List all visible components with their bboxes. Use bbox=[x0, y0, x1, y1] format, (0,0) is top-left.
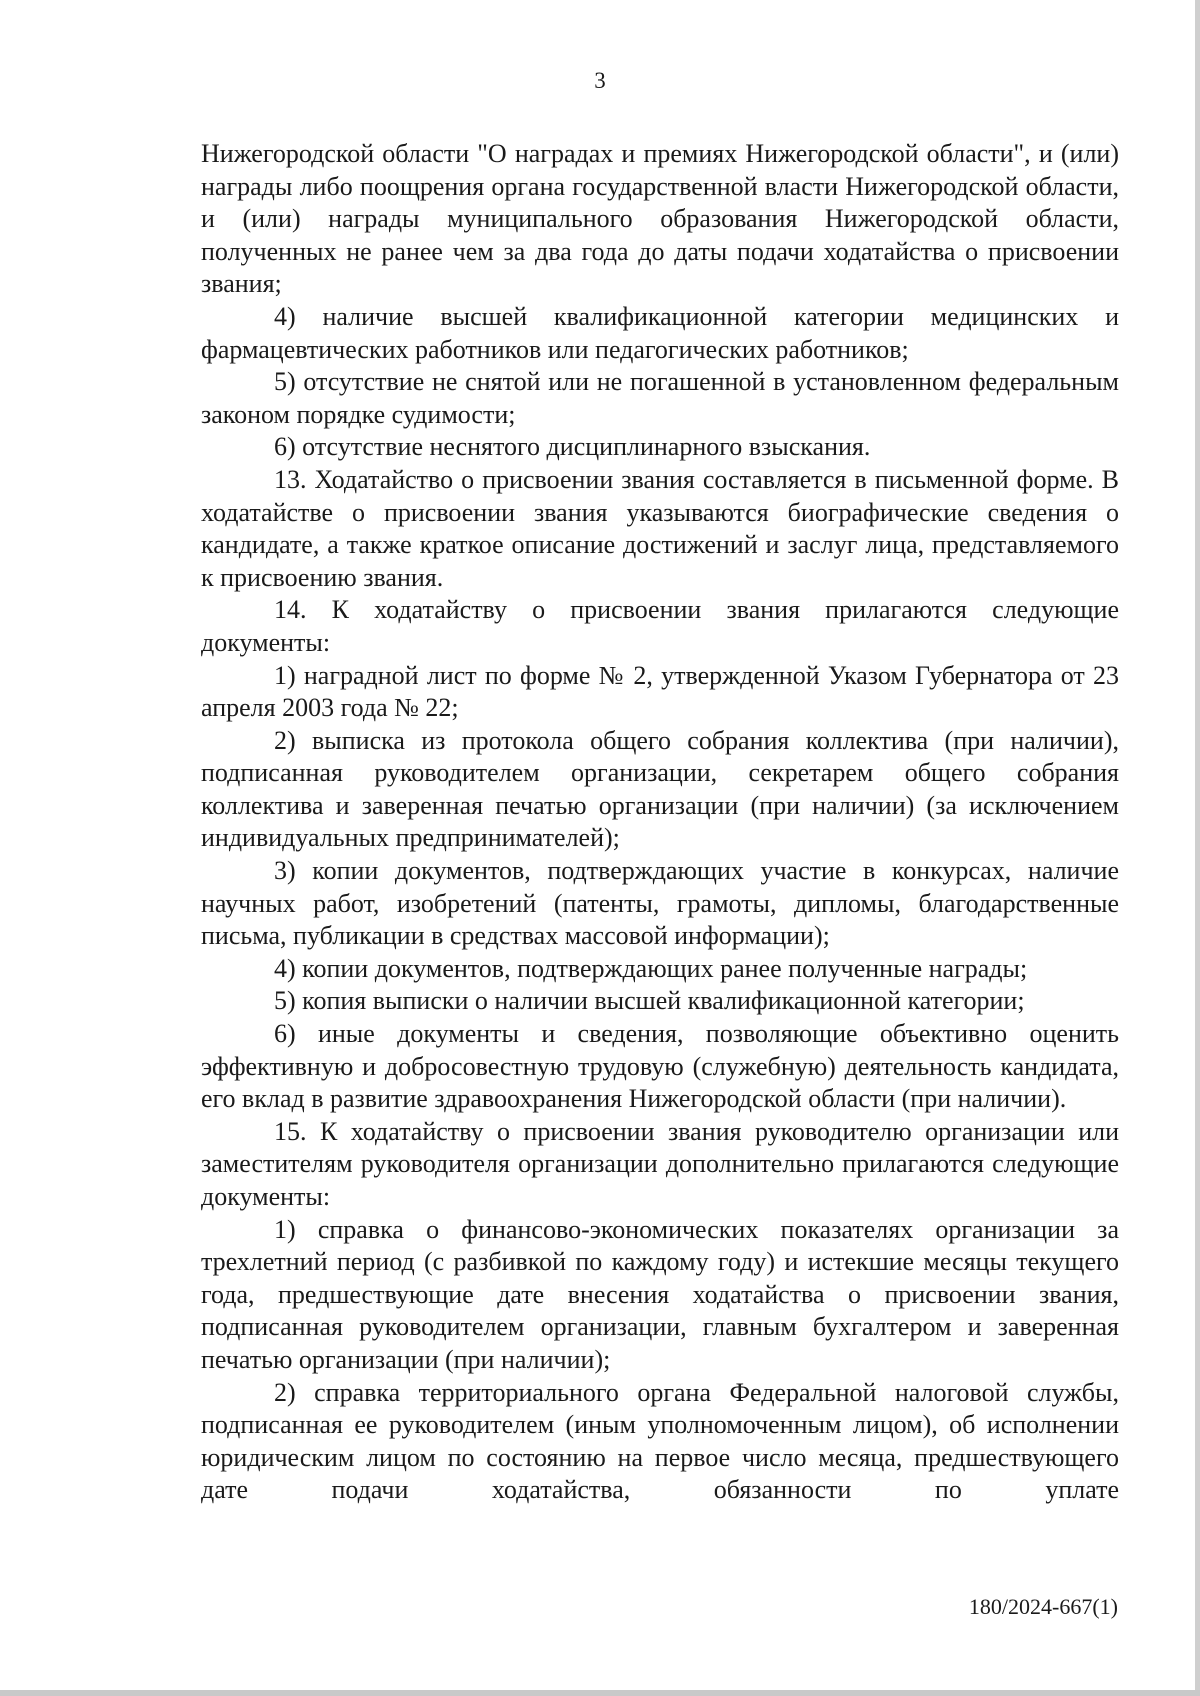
paragraph-clause-15: 15. К ходатайству о присвоении звания руководителю организации или заместителям руководителя организации дополнительно прилагаются следующие документы: bbox=[201, 1116, 1119, 1211]
paragraph-clause-14-item-2: 2) выписка из протокола общего собрания коллектива (при наличии), подписанная руководителем организации, секретарем общего собрания коллектива и заверенная печатью организации (при наличии) (за исключением индивидуальных предпринимателей); bbox=[201, 725, 1119, 853]
paragraph-item-6-no-penalty: 6) отсутствие неснятого дисциплинарного взыскания. bbox=[274, 432, 871, 462]
paragraph-item-4-qualification: 4) наличие высшей квалификационной категории медицинских и фармацевтических работников или педагогических работников; bbox=[201, 301, 1119, 364]
paragraph-clause-15-item-1: 1) справка о финансово-экономических показателях организации за трехлетний период (с разбивкой по каждому году) и истекшие месяцы текущего года, предшествующие дате внесения ходатайства о присвоении звания, подписанная руководителем организации, главным бухгалтером и заверенная печатью организации (при наличии); bbox=[201, 1214, 1119, 1374]
paragraph-clause-14: 14. К ходатайству о присвоении звания прилагаются следующие документы: bbox=[201, 595, 1119, 657]
document-body bbox=[201, 138, 1119, 1507]
paragraph-clause-14-item-5: 5) копия выписки о наличии высшей квалификационной категории; bbox=[274, 986, 1025, 1016]
scan-edge-right bbox=[1195, 0, 1200, 1696]
paragraph-item-5-no-conviction: 5) отсутствие не снятой или не погашенной в установленном федеральным законом порядке судимости; bbox=[201, 367, 1119, 429]
paragraph-clause-14-item-1: 1) наградной лист по форме № 2, утвержденной Указом Губернатора от 23 апреля 2003 года № 22; bbox=[201, 660, 1119, 723]
paragraph-clause-15-item-2: 2) справка территориального органа Федеральной налоговой службы, подписанная ее руководителем (иным уполномоченным лицом), об исполнении юридическим лицом по состоянию на первое число месяца, предшествующего дате подачи ходатайства, обязанности по уплате bbox=[201, 1377, 1119, 1505]
document-code: 180/2024-667(1) bbox=[968, 1594, 1118, 1619]
paragraph-continuation: Нижегородской области "О наградах и премиях Нижегородской области", и (или) награды либо поощрения органа государственной власти Нижегородской области, и (или) награды муниципального образования Нижегородской области, полученных не ранее чем за два года до даты подачи ходатайства о присвоении звания; bbox=[201, 139, 1119, 299]
paragraph-clause-14-item-4: 4) копии документов, подтверждающих ранее полученные награды; bbox=[274, 953, 1028, 983]
paragraph-clause-13: 13. Ходатайство о присвоении звания составляется в письменной форме. В ходатайстве о присвоении звания указываются биографические сведения о кандидате, а также краткое описание достижений и заслуг лица, представляемого к присвоению звания. bbox=[201, 464, 1119, 592]
scan-edge-bottom bbox=[0, 1690, 1200, 1696]
paragraph-clause-14-item-6: 6) иные документы и сведения, позволяющие объективно оценить эффективную и добросовестную трудовую (служебную) деятельность кандидата, его вклад в развитие здравоохранения Нижегородской области (при наличии). bbox=[201, 1019, 1119, 1114]
paragraph-clause-14-item-3: 3) копии документов, подтверждающих участие в конкурсах, наличие научных работ, изобретений (патенты, грамоты, дипломы, благодарственные письма, публикации в средствах массовой информации); bbox=[201, 856, 1119, 951]
page-number: 3 bbox=[594, 68, 606, 93]
